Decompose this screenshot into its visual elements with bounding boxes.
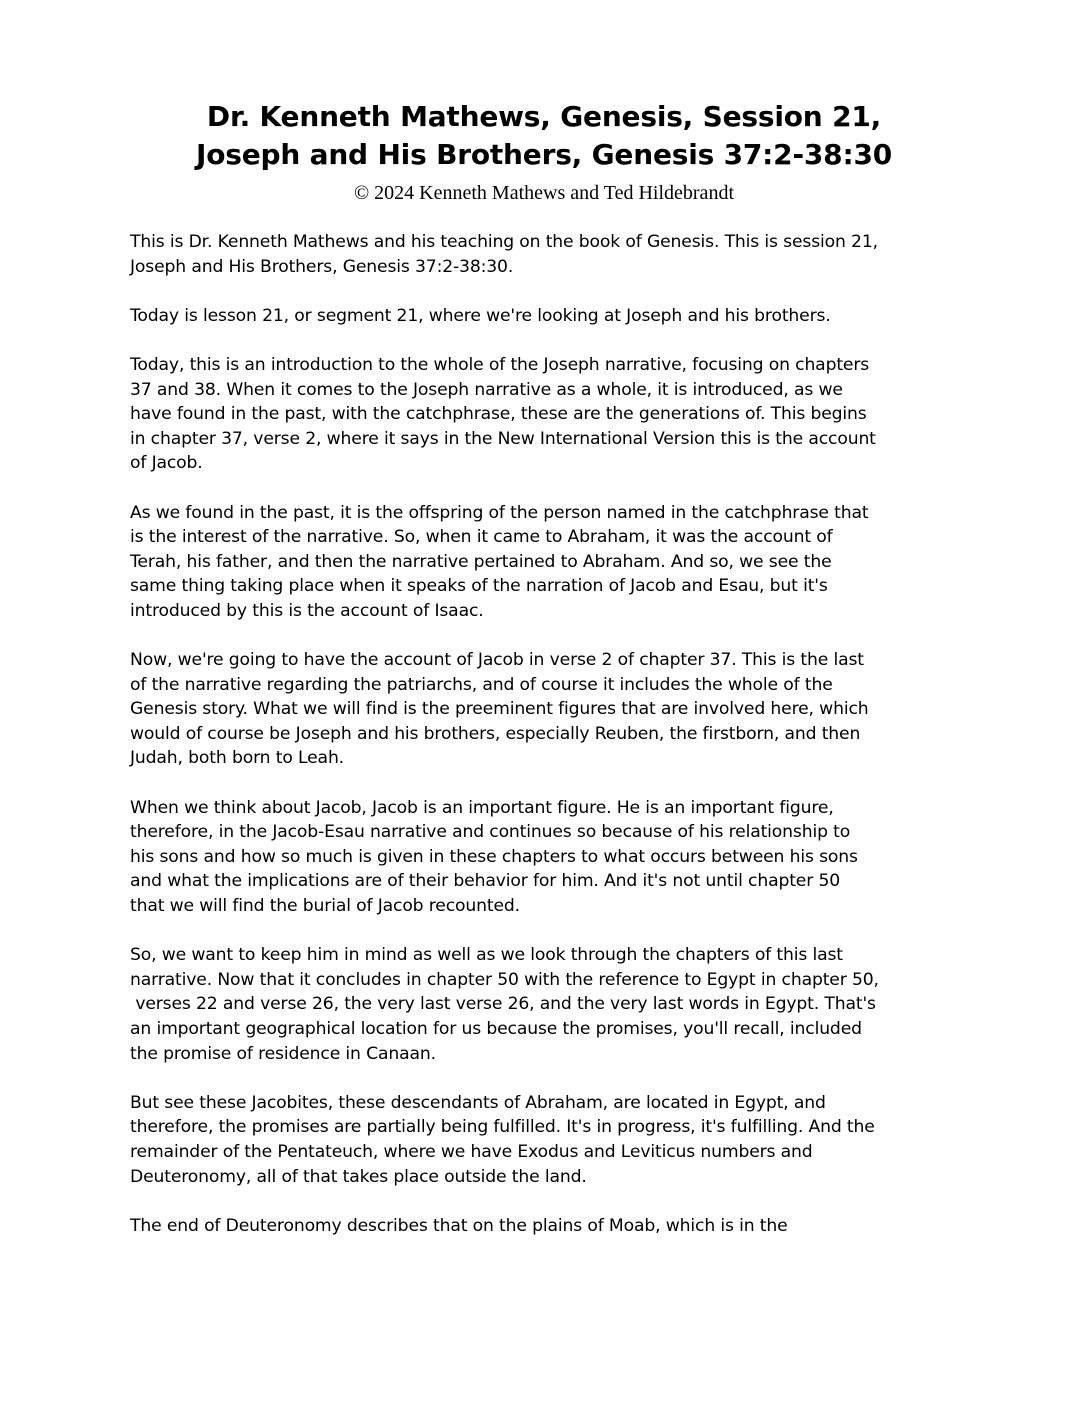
copyright-notice: © 2024 Kenneth Mathews and Ted Hildebrandt bbox=[353, 182, 734, 204]
paragraph-line: would of course be Joseph and his brothers, especially Reuben, the firstborn, and then bbox=[130, 723, 861, 744]
paragraph-line: introduced by this is the account of Isaac. bbox=[130, 600, 484, 621]
paragraph-1 bbox=[130, 230, 960, 279]
paragraph-line: narrative. Now that it concludes in chapter 50 with the reference to Egypt in chapter 50, bbox=[130, 969, 879, 990]
paragraph-line: Genesis story. What we will find is the preeminent figures that are involved here, which bbox=[130, 699, 869, 720]
paragraph-7 bbox=[130, 943, 960, 1066]
paragraph-line: As we found in the past, it is the offspring of the person named in the catchphrase that bbox=[130, 502, 869, 523]
paragraph-line: of the narrative regarding the patriarchs, and of course it includes the whole of the bbox=[130, 674, 833, 695]
paragraph-line: So, we want to keep him in mind as well as we look through the chapters of this last bbox=[130, 945, 843, 966]
paragraph-line: This is Dr. Kenneth Mathews and his teaching on the book of Genesis. This is session 21, bbox=[130, 232, 878, 252]
title-line-2: Joseph and His Brothers, Genesis 37:2-38:30 bbox=[195, 138, 893, 171]
paragraph-line: of Jacob. bbox=[130, 453, 203, 474]
paragraph-line: Joseph and His Brothers, Genesis 37:2-38:30. bbox=[130, 256, 514, 277]
paragraph-3 bbox=[130, 353, 960, 476]
paragraph-line: But see these Jacobites, these descendants of Abraham, are located in Egypt, and bbox=[130, 1092, 826, 1113]
paragraph-line: Terah, his father, and then the narrative pertained to Abraham. And so, we see the bbox=[130, 551, 832, 572]
paragraph-line: have found in the past, with the catchphrase, these are the generations of. This begins bbox=[130, 404, 867, 425]
paragraph-line: Today, this is an introduction to the whole of the Joseph narrative, focusing on chapters bbox=[130, 354, 870, 375]
document-body bbox=[130, 230, 960, 1263]
paragraph-line: Deuteronomy, all of that takes place outside the land. bbox=[130, 1166, 587, 1187]
paragraph-line: When we think about Jacob, Jacob is an important figure. He is an important figure, bbox=[130, 797, 834, 818]
paragraph-line: his sons and how so much is given in these chapters to what occurs between his sons bbox=[130, 846, 858, 867]
paragraph-line: Today is lesson 21, or segment 21, where we're looking at Joseph and his brothers. bbox=[130, 305, 831, 326]
paragraph-line: verses 22 and verse 26, the very last verse 26, and the very last words in Egypt. That's bbox=[130, 994, 876, 1015]
document-title bbox=[0, 98, 1088, 174]
paragraph-6 bbox=[130, 796, 960, 919]
paragraph-8 bbox=[130, 1091, 960, 1189]
paragraph-line: is the interest of the narrative. So, when it came to Abraham, it was the account of bbox=[130, 527, 833, 548]
paragraph-2 bbox=[130, 304, 960, 329]
paragraph-line: in chapter 37, verse 2, where it says in the New International Version this is the account bbox=[130, 428, 876, 449]
paragraph-9 bbox=[130, 1214, 960, 1239]
paragraph-line: therefore, in the Jacob-Esau narrative and continues so because of his relationship to bbox=[130, 822, 851, 843]
paragraph-line: 37 and 38. When it comes to the Joseph narrative as a whole, it is introduced, as we bbox=[130, 379, 843, 400]
paragraph-line: the promise of residence in Canaan. bbox=[130, 1043, 436, 1064]
paragraph-line: an important geographical location for us because the promises, you'll recall, included bbox=[130, 1019, 862, 1039]
paragraph-line: The end of Deuteronomy describes that on the plains of Moab, which is in the bbox=[130, 1215, 788, 1236]
paragraph-4 bbox=[130, 501, 960, 624]
paragraph-line: remainder of the Pentateuch, where we have Exodus and Leviticus numbers and bbox=[130, 1141, 813, 1162]
title-line-1: Dr. Kenneth Mathews, Genesis, Session 21, bbox=[206, 100, 882, 133]
paragraph-line: Judah, both born to Leah. bbox=[130, 748, 344, 769]
paragraph-line: same thing taking place when it speaks of the narration of Jacob and Esau, but it's bbox=[130, 576, 828, 597]
paragraph-line: and what the implications are of their behavior for him. And it's not until chapter 50 bbox=[130, 871, 841, 892]
paragraph-line: therefore, the promises are partially being fulfilled. It's in progress, it's fulfilling. And the bbox=[130, 1117, 875, 1138]
paragraph-line: that we will find the burial of Jacob recounted. bbox=[130, 896, 520, 917]
paragraph-line: Now, we're going to have the account of Jacob in verse 2 of chapter 37. This is the last bbox=[130, 650, 864, 671]
paragraph-5 bbox=[130, 648, 960, 771]
